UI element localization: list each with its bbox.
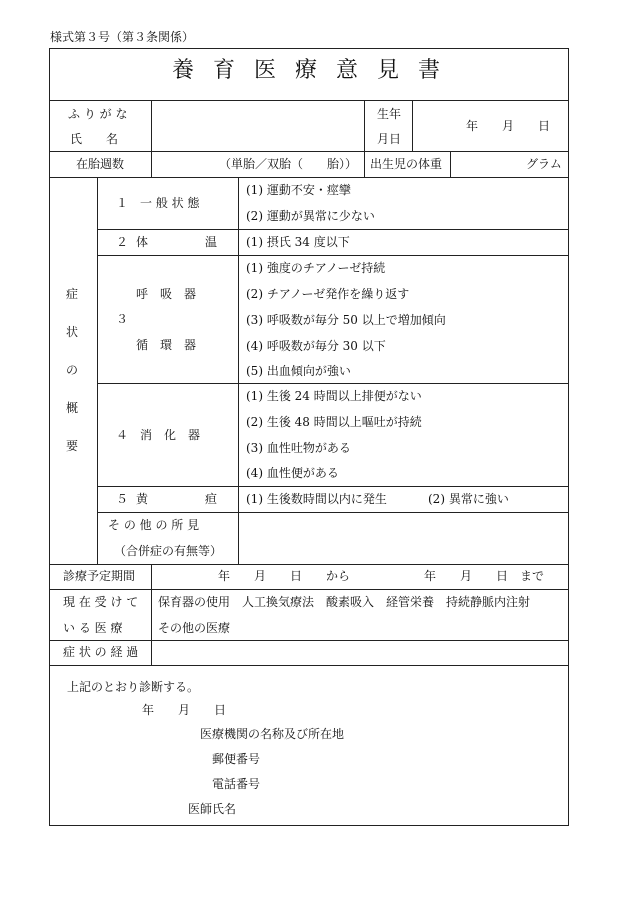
treatment-end-field: 年 月 日 まで [424,569,545,583]
divider [49,665,569,666]
symptom-item: (3) 呼吸数が毎分 50 以上で増加傾向 [246,313,446,327]
symptoms-side-label: の [66,363,79,377]
divider [49,100,569,101]
symptom-item: (1) 強度のチアノーゼ持続 [246,261,386,275]
digestive-label: ４ 消 化 器 [116,428,201,442]
jaundice-label: 疸 [205,492,218,506]
symptom-item: (1) 運動不安・痙攣 [246,183,351,197]
other-findings-label: そ の 他 の 所 見 [108,518,200,532]
current-care-label: 現 在 受 け て [63,595,139,609]
divider [97,177,98,564]
temperature-label: 温 [205,235,218,249]
other-findings-label: （合併症の有無等） [114,544,223,558]
divider [151,151,152,177]
divider [151,564,152,665]
symptom-item: (1) 生後 24 時間以上排便がない [246,389,422,403]
symptoms-side-label: 概 [66,401,79,415]
symptom-item: (2) 生後 48 時間以上嘔吐が持続 [246,415,422,429]
treatment-start-field: 年 月 日 から [218,569,351,583]
symptom-item: (2) 運動が異常に少ない [246,209,375,223]
symptom-item: (5) 出血傾向が強い [246,364,351,378]
divider [97,383,569,384]
symptom-item: (4) 呼吸数が毎分 30 以下 [246,339,386,353]
general-condition-label: １ 一 般 状 態 [116,196,200,210]
form-number: 様式第３号（第３条関係） [50,30,195,44]
respiratory-label: 呼 吸 器 [136,287,197,301]
circulatory-label: 循 環 器 [136,338,197,352]
symptom-item: (1) 生後数時間以内に発生 [246,492,387,506]
divider [364,151,365,177]
treatment-period-label: 診療予定期間 [63,569,136,583]
divider [97,512,569,513]
form-title: 養 育 医 療 意 見 書 [172,58,446,83]
diagnosis-statement: 上記のとおり診断する。 [67,680,200,694]
institution-label: 医療機関の名称及び所在地 [200,727,345,741]
birth-date-field: 年 月 日 [466,119,551,133]
diagnosis-date: 年 月 日 [142,703,227,717]
divider [238,177,239,564]
divider [450,151,451,177]
temperature-label: ２ [116,235,129,249]
symptoms-side-label: 要 [66,439,79,453]
symptom-item: (1) 摂氏 34 度以下 [246,235,350,249]
name-label: 氏 名 [70,132,119,146]
symptom-item: (3) 血性吐物がある [246,441,351,455]
divider [97,486,569,487]
divider [49,177,569,178]
phone-label: 電話番号 [212,777,261,791]
birth-weight-label: 出生児の体重 [370,157,443,171]
care-options: 保育器の使用 人工換気療法 酸素吸入 経管栄養 持続静脈内注射 [158,595,531,609]
symptom-item: (2) チアノーゼ発作を繰り返す [246,287,410,301]
furigana-label: ふ り が な [68,107,128,121]
symptom-item: (2) 異常に強い [428,492,509,506]
doctor-name-label: 医師氏名 [188,802,237,816]
jaundice-label: ５ [116,492,129,506]
divider [49,640,569,641]
divider [364,100,365,151]
postal-code-label: 郵便番号 [212,752,261,766]
respiratory-label: ３ [116,312,129,326]
symptoms-side-label: 症 [66,287,79,301]
divider [97,255,569,256]
birth-label: 月日 [377,132,402,146]
symptoms-side-label: 状 [66,325,79,339]
other-care: その他の医療 [158,621,231,635]
divider [49,589,569,590]
temperature-label: 体 [136,235,149,249]
gestation-label: 在胎週数 [76,157,125,171]
birth-type-field: （単胎／双胎（ 胎）） [219,157,358,171]
divider [97,229,569,230]
birth-label: 生年 [377,107,402,121]
jaundice-label: 黄 [136,492,149,506]
progress-label: 症 状 の 経 過 [63,645,139,659]
current-care-label: い る 医 療 [63,621,123,635]
symptom-item: (4) 血性便がある [246,466,339,480]
weight-unit: グラム [526,157,562,171]
divider [412,100,413,151]
divider [49,564,569,565]
divider [151,100,152,151]
divider [49,151,569,152]
